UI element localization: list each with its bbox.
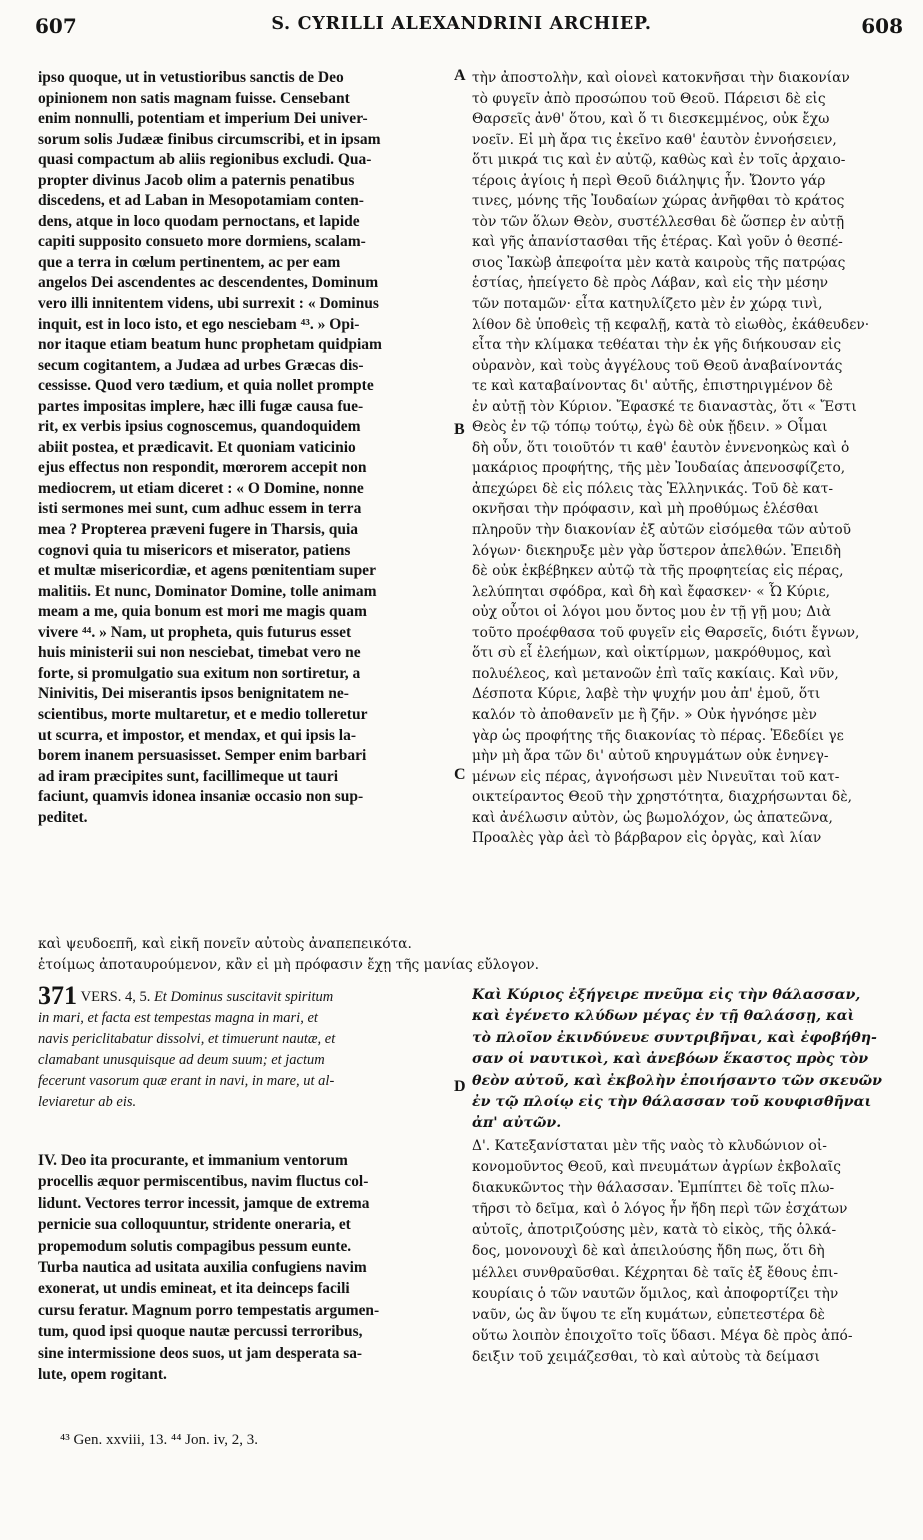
text-line: angelos Dei ascendentes ac descendentes, Dominum [38,274,379,292]
text-line: κουρίαις ὁ τῶν ναυτῶν ὅμιλος, καὶ ἀποφορτίζει τὴν [472,1285,839,1302]
text-line: inquit, est in loco isto, et ego nesciebam ⁴³. » Opi- [38,315,360,333]
text-line: vivere ⁴⁴. » Nam, ut propheta, quis futurus esset [38,623,352,641]
page-number-right: 608 [861,14,903,38]
text-line: propemodum solutis compagibus pessum eunte. [38,1237,352,1255]
text-line: cursu feratur. Magnum porro tempestatis argumen- [38,1301,380,1319]
text-line: rit, ex verbis ipsius cognoscemus, quandoquidem [38,418,361,436]
text-line: dens, atque in loco quodam pernoctans, et lapide [38,212,360,230]
text-line: que a terra in cœlum pertinentem, ac per eam [38,253,341,271]
text-line: μὴν μὴ ἄρα τῶν δι' αὐτοῦ κηρυγμάτων οὐκ ἐνηνεγ- [472,748,829,765]
text-line: lidunt. Vectores terror incessit, jamque de extrema [38,1194,370,1212]
text-line: vero illi innitentem videns, ubi surrexit : « Dominus [38,295,379,313]
footnotes: ⁴³ Gen. xxviii, 13. ⁴⁴ Jon. iv, 2, 3. [60,1432,258,1448]
text-line: σαν οἱ ναυτικοὶ, καὶ ἀνεβόων ἕκαστος πρὸς τὸν [472,1051,869,1068]
text-line: αὐτοῖς, ἀποτριζούσης μὲν, κατὰ τὸ εἰκὸς, τῆς ὁλκά- [472,1222,837,1239]
text-line: enim nonnulli, potentiam et imperium Dei univer- [38,110,368,128]
text-line: faciunt, quamvis idonea insaniæ occasio non sup- [38,788,364,806]
text-line: πληροῦν τὴν διακονίαν ἐξ αὐτῶν εἰσόμεθα τῶν αὐτοῦ [472,522,852,539]
text-line: mediocrem, ut etiam diceret : « O Domine, nonne [38,479,364,497]
text-line: καὶ ἀνέλωσιν αὐτὸν, ὡς βωμολόχον, ὡς ἀπατεῶνα, [472,809,833,826]
text-line: quasi compactum ab aliis regionibus excludi. Qua- [38,151,372,169]
text-line: λόγων· διεκηρυξε μὲν γὰρ ὕστερον ἀπελθών. Ἐπειδὴ [472,542,842,559]
text-line: μακάριος προφήτης, τῆς μὲν Ἰουδαίας ἀπενοσφίζετο, [472,460,846,477]
text-line: τὸ πλοῖον ἐκινδύνευε συντριβῆναι, καὶ ἐφοβήθη- [472,1029,877,1046]
text-line: οὕτω λοιπὸν ἐποιχοῖτο τοῖς ὕδασι. Μέγα δὲ πρὸς ἀπό- [472,1327,853,1344]
text-line: procellis æquor permiscentibus, navim fluctus col- [38,1173,369,1191]
text-line: θεὸν αὐτοῦ, καὶ ἐκβολὴν ἐποιήσαντο τῶν σκευῶν [472,1072,882,1089]
text-line: peditet. [38,808,88,826]
text-line: λελύπηται σφόδρα, καὶ δὴ καὶ ἔφασκεν· « Ὦ Κύριε, [472,583,831,600]
text-line: τῶν ποταμῶν· εἶτα κατηυλίζετο μὲν ἐν χώρᾳ τινὶ, [472,296,823,313]
verse-line: Et Dominus suscitavit spiritum [153,989,334,1005]
text-line: δος, μονονουχὶ δὲ καὶ ἀπειλούσης ἤδη πως, ὅτι δὴ [472,1243,825,1260]
text-line: sorum solis Judææ finibus circumscribi, et in ipsam [38,130,381,148]
text-line: εἶτα τὴν κλίμακα τεθέαται τὴν ἐκ γῆς διήκουσαν εἰς [472,337,842,354]
text-line: τὸ φυγεῖν ἀπὸ προσώπου τοῦ Θεοῦ. Πάρεισι δὲ εἰς [472,90,826,107]
text-line: ὅτι σὺ εἶ ἐλεήμων, καὶ οἰκτίρμων, μακρόθυμος, καὶ [472,645,832,662]
text-line: forte, si promulgatio sua exitum non sortiretur, a [38,664,361,682]
text-line: τε καὶ καταβαίνοντας δι' αὐτῆς, ἐπιστηριγμένον δὲ [472,378,833,395]
text-line: meam a me, quia bonum est mori me magis quam [38,603,367,621]
text-line: opinionem non satis magnam fuisse. Censebant [38,89,350,107]
latin-verse-371 [38,981,448,1113]
text-line: abiit postea, et prædicavit. Et quoniam vaticinio [38,438,356,456]
text-line: ὅτι μικρά τις καὶ ἐν αὐτῷ, καθὼς καὶ ἐν τοῖς ἀρχαιο- [472,152,846,169]
text-line: ut scurra, et impostor, et mendax, et qui ipsis la- [38,726,357,744]
text-line: οκνῆσαι τὴν πρόφασιν, καὶ μὴ προθύμως ἑλέσθαι [472,501,819,518]
text-line: τέροις ἁγίοις ἡ περὶ Θεοῦ διάληψις ἦν. Ὤοντο γάρ [472,172,826,189]
text-line: πολυέλεος, καὶ μετανοῶν ἐπὶ ταῖς κακίαις. Καὶ νῦν, [472,665,839,682]
text-line: δὴ οὖν, ὅτι τοιοῦτόν τι καθ' ἑαυτὸν ἐννενοηκὼς καὶ ὁ [472,439,850,456]
text-line: ἑτοίμως ἀποταυρούμενον, κἂν εἰ μὴ πρόφασιν ἔχῃ τῆς μανίας εὔλογον. [38,956,540,973]
text-line: λίθον δὲ ὑποθεὶς τῇ κεφαλῇ, κατὰ τὸ εἰωθὸς, ἐκάθευδεν· [472,316,870,333]
page-number-left: 607 [35,14,77,38]
text-line: ipso quoque, ut in vetustioribus sanctis de Deo [38,69,344,86]
text-line: capiti supposito consueto more dormiens, scalam- [38,233,366,251]
text-line: ἐν αὐτῇ τὸν Κύριον. Ἔφασκέ τε διαναστὰς, ὅτι « Ἔστι [472,398,857,415]
text-line: οικτείραντος Θεοῦ τὴν χρηστότητα, διαχρήσωνται δὲ, [472,789,852,806]
latin-section-4 [38,1150,448,1385]
verse-label: VERS. 4, 5. [80,989,151,1005]
text-line: μέλλει συνθραῦσθαι. Κέχρηται δὲ ταῖς ἐξ ἔθους ἐπι- [472,1264,839,1281]
text-line: ἀπ' αὐτῶν. [472,1115,562,1132]
text-line: ejus effectus non respondit, mœrorem accepit non [38,459,367,477]
text-line: Δ'. Κατεξανίσταται μὲν τῆς ναὸς τὸ κλυδώνιον οἰ- [472,1138,827,1154]
margin-letter-a: A [454,67,466,84]
text-line: discedens, et ad Laban in Mesopotamiam conten- [38,192,364,210]
verse-line: in mari, et facta est tempestas magna in mari, et [38,1010,318,1026]
text-line: IV. Deo ita procurante, et immanium ventorum [38,1152,348,1169]
text-line: τῆρσι τὸ δεῖμα, καὶ ὁ λόγος ἦν ἤδη περὶ τῶν ἐσχάτων [472,1201,848,1218]
text-line: Turba nautica ad usitata auxilia confugiens navim [38,1259,367,1277]
text-line: exonerat, ut undis emineat, et ita deinceps facili [38,1280,350,1298]
text-line: partes impositas implere, hæc illi fugæ causa fue- [38,397,364,415]
text-line: ad iram præcipites sunt, facillimeque ut tauri [38,767,339,785]
text-line: τὴν ἀποστολὴν, καὶ οἱονεὶ κατοκνῆσαι τὴν διακονίαν [472,70,850,86]
text-line: τὸν τῶν ὅλων Θεὸν, συστέλλεσθαι δὲ ὥσπερ ἐν αὐτῇ [472,213,845,230]
text-line: Δέσποτα Κύριε, λαβὲ τὴν ψυχήν μου ἀπ' ἐμοῦ, ὅτι [472,686,821,703]
text-line: cognovi quia tu misericors et miserator, patiens [38,541,351,559]
text-line: Προαλὲς γὰρ ἀεὶ τὸ βάρβαρον εἰς ὀργὰς, καὶ λίαν [472,830,822,847]
verse-line: fecerunt vasorum quæ erant in navi, in mare, ut al- [38,1073,335,1089]
latin-column-main [38,68,448,828]
text-line: καὶ γῆς ἀπανίστασθαι τῆς ἑτέρας. Καὶ γοῦν ὁ θεσπέ- [472,234,843,251]
page-header [0,8,923,48]
margin-letter-b: B [454,421,465,438]
verse-text [38,989,335,1110]
text-line: ναῦν, ὡς ἂν ὕψου τε εἴη κυμάτων, εὐπετεστέρα δὲ [472,1306,825,1323]
text-line: σιος Ἰακὼβ ἀπεφοίτα μὲν κατὰ καιροὺς τῆς πατρῴας [472,254,846,271]
text-line: ἀπεχώρει δὲ εἰς πόλεις τὰς Ἑλληνικάς. Τοῦ δὲ κατ- [472,480,834,497]
text-line: Καὶ Κύριος ἐξήγειρε πνεῦμα εἰς τὴν θάλασσαν, [472,987,861,1003]
text-line: καὶ ψευδοεπῆ, καὶ εἰκῆ πονεῖν αὐτοὺς ἀναπεπεικότα. [38,936,412,952]
margin-letter-d: D [454,1078,466,1095]
text-line: nor itaque etiam beatum hunc prophetam quidpiam [38,336,382,354]
greek-verse [472,985,908,1135]
greek-column-main [472,68,908,849]
margin-letter-c: C [454,766,466,783]
text-line: mea ? Propterea præveni fugere in Tharsis, quia [38,521,359,539]
text-line: et multæ misericordiæ, et agens pœnitentiam super [38,562,376,580]
text-line: Θαρσεῖς ἀνθ' ὅτου, καὶ ὅ τι διεσκεμμένος, οὐκ ἔχω [472,111,830,128]
text-line: malitiis. Et nunc, Dominator Domine, tolle animam [38,582,377,600]
text-line: pernicie sua colloquuntur, stridente oneraria, et [38,1216,351,1234]
running-title: S. CYRILLI ALEXANDRINI ARCHIEP. [271,14,652,34]
text-line: κονομοῦντος Θεοῦ, καὶ πνευμάτων ἀγρίων ἐκβολαῖς [472,1159,841,1176]
text-line: νοεῖν. Εἰ μὴ ἄρα τις ἐκεῖνο καθ' ἑαυτὸν ἐννοήσειεν, [472,131,837,148]
greek-full-width-lines [38,934,898,975]
text-line: διακυκῶντος τὴν θάλασσαν. Ἐμπίπτει δὲ τοῖς πλω- [472,1180,835,1197]
greek-section-4 [472,1136,908,1368]
text-line: tum, quod ipsi quoque nautæ percussi terroribus, [38,1323,363,1341]
text-line: ἐν τῷ πλοίῳ εἰς τὴν θάλασσαν τοῦ κουφισθῆναι [472,1094,872,1111]
text-line: οὐχ οὗτοι οἱ λόγοι μου ὄντος μου ἐν τῇ γῇ μου; Διὰ [472,604,831,621]
text-line: γὰρ ὡς προφήτης τῆς διακονίας τὸ πέρας. Ἐδεδίει γε [472,727,844,744]
text-line: secum cogitantem, a Judæa ad urbes Græcas dis- [38,356,364,374]
text-line: sine intermissione deos suos, ut jam desperata sa- [38,1344,363,1362]
text-line: τινες, μόνης τῆς Ἰουδαίων χώρας ἀνῆφθαι τὸ κράτος [472,193,845,210]
text-line: δὲ οὐκ ἐκβέβηκεν αὐτῷ τὰ τῆς προφητείας εἰς πέρας, [472,563,844,580]
text-line: Ninivitis, Dei miserantis ipsos benignitatem ne- [38,685,349,703]
verse-line: leviaretur ab eis. [38,1094,137,1110]
verse-line: clamabant unusquisque ad deum suum; et jactum [38,1052,325,1068]
text-line: δειξιν τοῦ χειμάζεσθαι, τὸ καὶ αὐτοὺς τὰ δείμασι [472,1348,820,1365]
text-line: οὐρανὸν, καὶ τοὺς ἀγγέλους τοῦ Θεοῦ ἀναβαίνοντάς [472,357,843,374]
text-line: ἑστίας, ἠπείγετο δὲ πρὸς Λάβαν, καὶ εἰς τὴν μέσην [472,275,828,292]
text-line: μένων εἰς πέρας, ἀγνοήσωσι μὲν Νινευῖται τοῦ κατ- [472,768,840,785]
text-line: isti sermones mei sunt, cum adhuc essem in terra [38,500,362,518]
text-line: propter divinus Jacob olim a paternis penatibus [38,171,355,189]
text-line: cessisse. Quod vero tædium, et quia nollet prompte [38,377,374,395]
text-line: borem inanem persuasisset. Semper enim barbari [38,747,367,765]
text-line: huis ministerii sui non nesciebat, timebat vero ne [38,644,361,662]
text-line: scientibus, morte multaretur, et e medio tolleretur [38,705,368,723]
verse-line: navis periclitabatur dissolvi, et timuerunt nautæ, et [38,1031,336,1047]
text-line: Θεὸς ἐν τῷ τόπῳ τούτῳ, ἐγὼ δὲ οὐκ ᾔδειν. » Οἶμαι [472,419,828,436]
text-line: lute, opem rogitant. [38,1366,167,1384]
text-line: τοῦτο προέφθασα τοῦ φυγεῖν εἰς Θαρσεῖς, διότι ἔγνων, [472,624,860,641]
text-line: καλόν τὸ ἀποθανεῖν με ἢ ζῆν. » Οὐκ ἠγνόησε μὲν [472,706,817,723]
text-line: καὶ ἐγένετο κλύδων μέγας ἐν τῇ θαλάσσῃ, καὶ [472,1008,855,1025]
section-number: 371 [38,981,77,1010]
